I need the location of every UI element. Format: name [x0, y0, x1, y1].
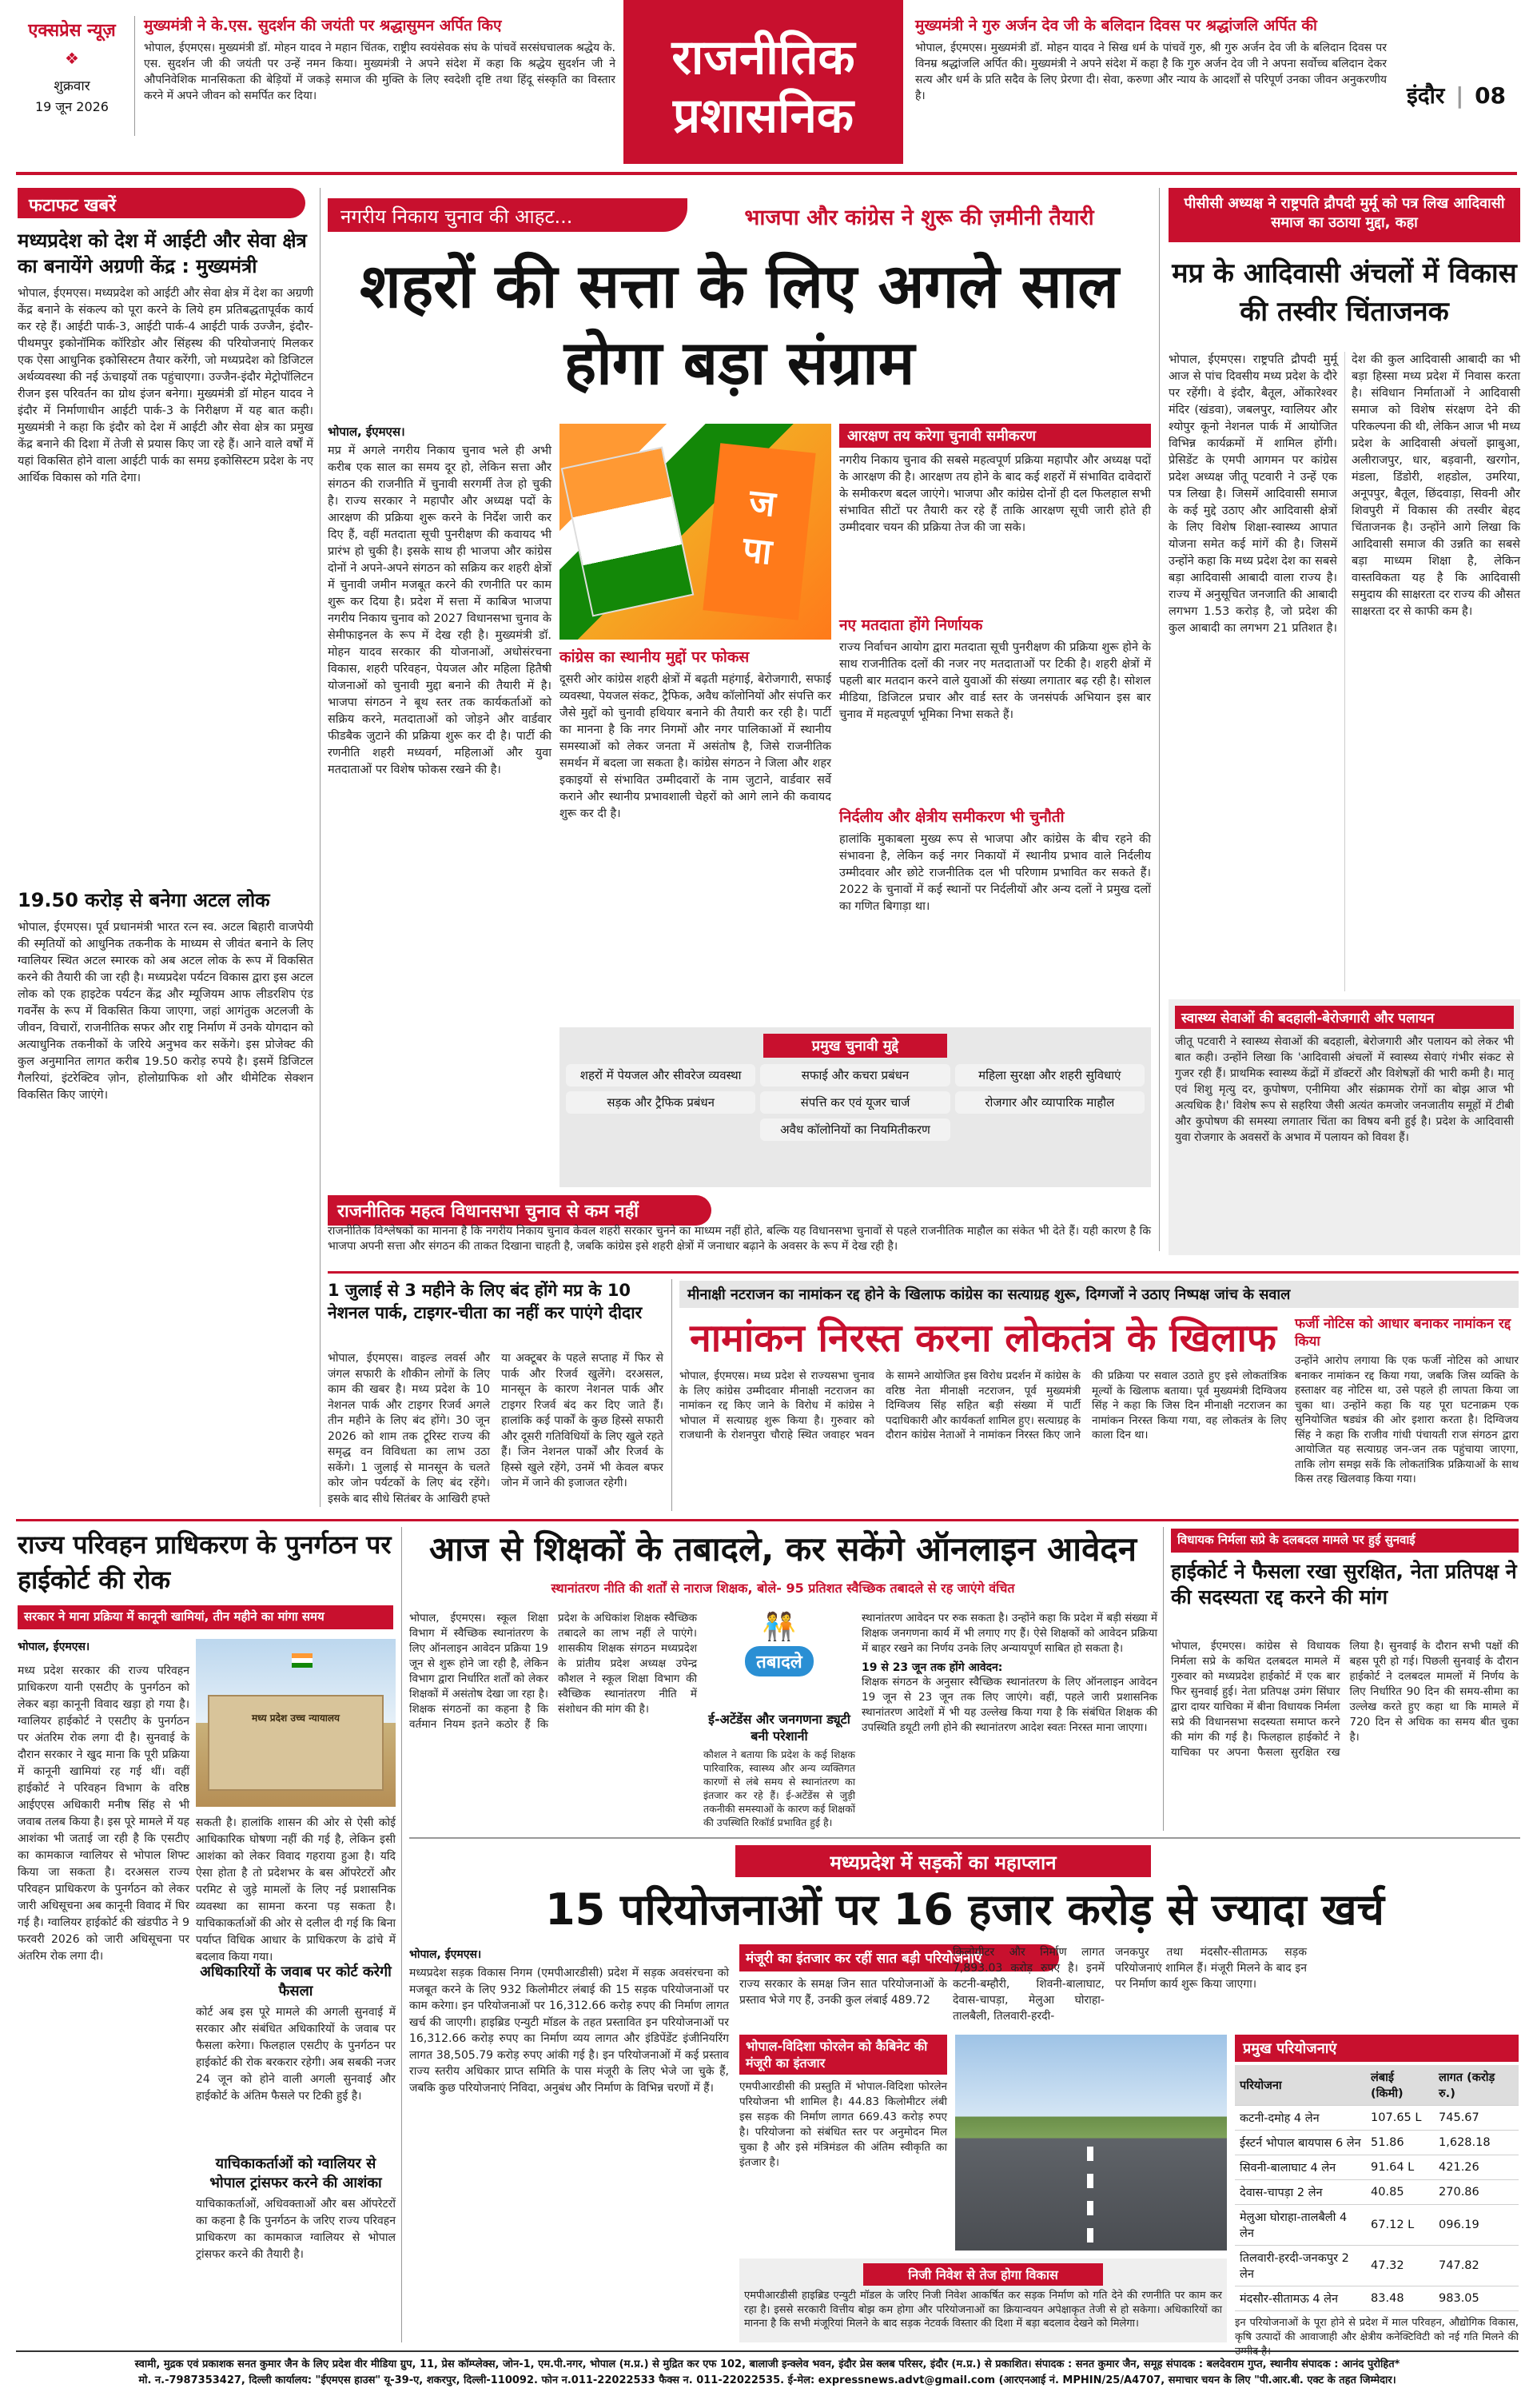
- tribal-sub-body: जीतू पटवारी ने स्वास्थ्य सेवाओं की बदहाली, बेरोजगारी और पलायन को लेकर भी बात कही। उन्होंने लिखा कि 'आदिवासी अंचलों में स्वास्थ्य सेवाएं गंभीर संकट से गुजर रही हैं। प्राथमिक स्वास्थ्य केंद्रों में डॉक्टरों और विशेषज्ञों की भारी कमी है। मातृ एवं शिशु मृत्यु दर, कुपोषण, एनीमिया और संक्रामक रोगों का बोझ आज भी अत्यधिक है।' विशेष रूप से सहरिया जैसी अत्यंत कमजोर जनजातीय समूहों में टीबी और कुपोषण की समस्या लगातार चिंता का विषय बनी हुई है। प्रदेश के आदिवासी युवा रोजगार के अवसरों के अभाव में पलायन को विवश हैं।: [1175, 1035, 1514, 1144]
- table-cell: 51.86: [1366, 2131, 1434, 2155]
- tiger-headline: 1 जुलाई से 3 महीने के लिए बंद होंगे मप्र के 10 नेशनल पार्क, टाइगर-चीता का नहीं कर पाएंगे दीदार: [328, 1281, 643, 1322]
- transport-headline: राज्य परिवहन प्राधिकरण के पुनर्गठन पर हाईकोर्ट की रोक: [18, 1529, 392, 1595]
- lead-kicker: [328, 198, 687, 232]
- lead-sub3-head: निर्दलीय और क्षेत्रीय समीकरण भी चुनौती: [839, 808, 1065, 826]
- transfer-badge-label: तबादले: [745, 1646, 813, 1676]
- table-cell: 270.86: [1434, 2180, 1519, 2205]
- table-cell: मेलुआ घोराहा-तालबैली 4 लेन: [1235, 2205, 1366, 2246]
- lead-sub3-body: हालांकि मुकाबला मुख्य रूप से भाजपा और कांग्रेस के बीच रहने की संभावना है, लेकिन कई नगर निकायों में स्थानीय प्रभाव वाले निर्दलीय उम्मीदवार और छोटे राजनीतिक दल भी परिणाम प्रभावित कर सकते हैं। 2022 के चुनावों में कई स्थानों पर निर्दलीयों और अन्य दलों ने प्रमुख दलों का गणित बिगाड़ा था।: [839, 833, 1151, 913]
- roads-right-text: किलोमीटर और निर्माण लागत 7,893.03 करोड़ रुपए है। इनमें कटनी-बम्हौरी, शिवनी-बालाघाट, देवास-चापड़ा, मेलुआ घोराहा-तालबैली, तिलवारी-हरदी-: [953, 1946, 1105, 2023]
- teacher-col3-body: स्थानांतरण आवेदन पर रुक सकता है। उन्होंने कहा कि प्रदेश में बड़ी संख्या में शिक्षक जनगणना कार्य में भी लगाए गए हैं। ऐसे शिक्षकों को आवेदन प्रक्रिया में बाहर रखने का निर्णय उनके लिए अन्यायपूर्ण साबित हो सकता है।: [862, 1612, 1157, 1655]
- projects-table: [1235, 2065, 1519, 2311]
- transport-sub1: [196, 1963, 396, 2147]
- section-title-block: [623, 0, 903, 164]
- atal-headline: 19.50 करोड़ से बनेगा अटल लोक: [18, 889, 270, 911]
- footer-line1: स्वामी, मुद्रक एवं प्रकाशक सनत कुमार जैन के लिए प्रदेश वीर मीडिया ग्रुप, 11, प्रेस कॉम्प्लेक्स, जोन-1, एम.पी.नगर, भोपाल (म.प्र.) से मुद्रित कर एफ 102, बालाजी इन्क्लेव भवन, इंदौर प्रेस क्लब परिसर, इंदौर (म.प्र.) से प्रकाशित। संपादक : सनत कुमार जैन, समूह संपादक : बलदेवराम गुप्त, स्थानीय संपादक : आनंद पुरोहित*: [134, 2358, 1400, 2370]
- issues-title: प्रमुख चुनावी मुद्दे: [763, 1034, 947, 1058]
- bjp-flag-icon: ज पा: [703, 443, 815, 620]
- transport-body-cont: सकती है। हालांकि शासन की ओर से ऐसी कोई आधिकारिक घोषणा नहीं की गई है, लेकिन इसी आशंका को लेकर विवाद गहराया हुआ है। यदि ऐसा होता है तो प्रदेशभर के बस ऑपरेटरों और परमिट से जुड़े मामलों के लिए नई प्रशासनिक व्यवस्था का सामना करना पड़ सकता है। याचिकाकर्ताओं की ओर से दलील दी गई कि बिना पर्याप्त विधिक आधार के प्राधिकरण के ढांचे में बदलाव किया गया।: [196, 1816, 396, 1963]
- masthead-brand-block: [16, 16, 128, 136]
- teacher-col3: [862, 1611, 1157, 1827]
- table-cell: 1,628.18: [1434, 2131, 1519, 2155]
- transport-dateline: भोपाल, ईएमएस।: [18, 1641, 90, 1653]
- lead-bottom-strip: [328, 1195, 1151, 1259]
- teacher-box: [703, 1711, 855, 1827]
- roads-box2: [739, 2258, 1227, 2342]
- nirmala-headline: हाईकोर्ट ने फैसला रखा सुरक्षित, नेता प्रतिपक्ष ने की सदस्यता रद्द करने की मांग: [1171, 1560, 1517, 1609]
- transport-sub2-head: याचिकाकर्ताओं को ग्वालियर से भोपाल ट्रांसफर करने की आशंका: [209, 2155, 382, 2191]
- teacher-strap: [409, 1579, 1157, 1603]
- lead-photo-sidebar: [559, 648, 831, 1047]
- lead-kicker-text: नगरीय निकाय चुनाव की आहट...: [340, 205, 573, 228]
- nomination-sidebar: [1295, 1315, 1519, 1511]
- table-cell: ईस्टर्न भोपाल बायपास 6 लेन: [1235, 2131, 1366, 2155]
- congress-flag-icon: [561, 447, 695, 617]
- tiger-body: भोपाल, ईएमएस। वाइल्ड लवर्स और जंगल सफारी के शौकीन लोगों के लिए काम की खबर है। मध्य प्रदेश के 10 नेशनल पार्क और टाइगर रिजर्व अगले तीन महीने के लिए बंद होंगे। 30 जून 2026 को शाम तक टूरिस्ट राज्य की समृद्ध वन विविधता का लाभ उठा सकेंगे। 1 जुलाई से मानसून के चलते कोर जोन पर्यटकों के लिए बंद रहेंगे। इसके बाद सीधे सितंबर के आखिरी हफ्ते या अक्टूबर के पहले सप्ताह में फिर से पार्क और रिजर्व खुलेंगे। दरअसल, मानसून के कारण नेशनल पार्क और टाइगर रिजर्व बंद कर दिए जाते हैं। हालांकि कई पार्कों के कुछ हिस्से सफारी और दूसरी गतिविधियों के लिए खुले रहते हैं। जिन नेशनल पार्कों और रिजर्व के हिस्से खुले रहेंगे, उनमें भी केवल बफर जोन में जाने की इजाजत रहेगी।: [328, 1352, 663, 1505]
- lead-dateline: भोपाल, ईएमएस।: [328, 425, 405, 439]
- footer-imprint: [16, 2357, 1519, 2402]
- lead-sub3: [839, 807, 1151, 999]
- table-header: परियोजना: [1235, 2065, 1366, 2106]
- top-left-story: [144, 18, 615, 146]
- page-number: 08: [1475, 82, 1507, 109]
- lead-sub1-body: नगरीय निकाय चुनाव की सबसे महत्वपूर्ण प्रक्रिया महापौर और अध्यक्ष पदों के आरक्षण की है। आरक्षण तय होने के बाद कई शहरों में संभावित दावेदारों के समीकरण बदल जाएंगे। भाजपा और कांग्रेस दोनों ही दल फिलहाल सभी संभावित सीटों पर तैयारी कर रहे हैं ताकि आरक्षण सूची जारी होते ही उम्मीदवार चयन की प्रक्रिया तेज की जा सके।: [839, 454, 1151, 534]
- atal-body: भोपाल, ईएमएस। पूर्व प्रधानमंत्री भारत रत्न स्व. अटल बिहारी वाजपेयी की स्मृतियों को आधुनिक तकनीक के माध्यम से जीवंत बनाने के लिए ग्वालियर स्थित अटल स्मारक को अब अटल लोक के रूप में विकसित करने की तैयारी की जा रही है। मध्यप्रदेश पर्यटन विकास द्वारा इस अटल लोक को एक हाइटेक पर्यटन केंद्र और म्यूजियम आफ लीडरशिप एंड गवर्नेंस के रूप में विकसित किया जाएगा, जहां आगंतुक अटलजी के जीवन, विचारों, राजनीतिक सफर और राष्ट्र निर्माण में उनके योगदान को अत्याधुनिक तकनीकों के जरिये अनुभव कर सकेंगे। इस प्रोजेक्ट की कुल अनुमानित लागत करीब 19.50 करोड़ रुपये है। इसमें डिजिटल गैलरियां, इंटरेक्टिव ज़ोन, होलोग्राफिक शो और थीमेटिक सेक्शन विकसित किए जाएंगे।: [18, 921, 313, 1102]
- section-title-line2: प्रशासनिक: [673, 88, 854, 144]
- highway-photo: [955, 2035, 1227, 2251]
- brand-ornament-icon: ❖: [65, 49, 79, 69]
- top-right-story: [915, 18, 1387, 146]
- masthead-date: 19 जून 2026: [34, 99, 109, 115]
- roads-body: मध्यप्रदेश सड़क विकास निगम (एमपीआरडीसी) प्रदेश में सड़क अवसंरचना को मजबूत करने के लिए 932 किलोमीटर लंबाई की 15 सड़क परियोजनाओं पर काम करेगा। इन परियोजनाओं पर 16,312.66 करोड़ रुपए की निर्माण लागत खर्च की जाएगी। हाइब्रिड एन्युटी मॉडल के तहत प्रस्तावित इन परियोजनाओं पर 16,312.66 करोड़ रुपए का निर्माण व्यय लागत और इंडिपेंडेंट इंजीनियरिंग लागत 38,505.79 करोड़ रुपए आंकी गई है। इन परियोजनाओं में कई प्रस्ताव राज्य स्तरीय अधिकार प्राप्त समिति के पास मंजूरी के लिए भेजे जा चुके हैं, जबकि कुछ परियोजनाएं निविदा, अनुबंध और निर्माण के विभिन्न चरणों में हैं।: [409, 1967, 729, 2095]
- table-row: [1235, 2205, 1519, 2246]
- table-cell: सिवनी-बालाघाट 4 लेन: [1235, 2155, 1366, 2180]
- nomination-headline: नामांकन निरस्त करना लोकतंत्र के खिलाफ: [690, 1316, 1276, 1361]
- table-cell: देवास-चापड़ा 2 लेन: [1235, 2180, 1366, 2205]
- top-right-body: भोपाल, ईएमएस। मुख्यमंत्री डॉ. मोहन यादव ने सिख धर्म के पांचवें गुरु, श्री गुरु अर्जन देव जी के बलिदान दिवस पर विनम्र श्रद्धांजलि अर्पित की। मुख्यमंत्री ने अपने संदेश में कहा है कि गुरु अर्जन देव जी ने अपना सर्वोच्च बलिदान देकर सत्य और धर्म के प्रति सदैव के लिए प्रेरणा दी। सेवा, करुणा और न्याय के आदर्शों से परिपूर्ण उनका जीवन अनुकरणीय है।: [915, 41, 1387, 102]
- table-cell: 47.32: [1366, 2246, 1434, 2286]
- table-row: [1235, 2131, 1519, 2155]
- court-building: [208, 1695, 384, 1791]
- lead-photo-sidebar-head: कांग्रेस का स्थानीय मुद्दों पर फोकस: [559, 648, 750, 666]
- lead-photo-sidebar-body: दूसरी ओर कांग्रेस शहरी क्षेत्रों में बढ़ती महंगाई, बेरोजगारी, सफाई व्यवस्था, पेयजल संकट, ट्रैफिक, अवैध कॉलोनियों और संपत्ति कर जैसे मुद्दों को चुनावी हथियार बनाने की तैयारी कर रही है। पार्टी का मानना है कि नगर निगमों और नगर पालिकाओं में स्थानीय समस्याओं को लेकर जनता में असंतोष है, जिसे राजनीतिक समर्थन में बदला जा सकता है। कांग्रेस संगठन ने जिला और शहर इकाइयों से संभावित उम्मीदवारों के नाम जुटाने, वार्डवार सर्वे कराने और स्थानीय प्रभावशाली चेहरों को आगे लाने की कवायद शुरू कर दी है।: [559, 673, 831, 820]
- table-cell: 983.05: [1434, 2286, 1519, 2311]
- table-cell: 745.67: [1434, 2106, 1519, 2131]
- court-sign: मध्य प्रदेश उच्च न्यायालय: [251, 1712, 340, 1724]
- teacher-box-body: कौशल ने बताया कि प्रदेश के कई शिक्षक पारिवारिक, स्वास्थ्य और अन्य व्यक्तिगत कारणों से लंबे समय से स्थानांतरण का इंतजार कर रहे हैं। ई-अटेंडेंस से जुड़ी तकनीकी समस्याओं के कारण कई शिक्षकों की उपस्थिति रिकॉर्ड प्रभावित हुई है।: [703, 1748, 855, 1828]
- table-cell: मंदसौर-सीतामऊ 4 लेन: [1235, 2286, 1366, 2311]
- lead-body-text: मप्र में अगले नगरीय निकाय चुनाव भले ही अभी करीब एक साल का समय दूर हो, लेकिन सत्ता और संगठन की राजनीति में चुनावी सरगर्मी तेज हो चुकी है। राज्य सरकार ने महापौर और अध्यक्ष पदों के आरक्षण की प्रक्रिया शुरू करने के निर्देश जारी कर दिए हैं, वहीं मतदाता सूची पुनरीक्षण की कवायद भी प्रारंभ हो चुकी है। इसके साथ ही भाजपा और कांग्रेस दोनों ने अपने-अपने संगठन को सक्रिय कर शहरी क्षेत्रों में चुनावी जमीन मजबूत करने की रणनीति पर काम शुरू कर दिया है। प्रदेश में सत्ता में काबिज भाजपा नगरीय निकाय चुनाव को 2027 विधानसभा चुनाव के सेमीफाइनल के रूप में देख रही है। मुख्यमंत्री डॉ. मोहन यादव सरकार की योजनाओं, अधोसंरचना विकास, शहरी परिवहन, पेयजल और महिला हितैषी योजनाओं को चुनावी मुद्दा बनाने की तैयारी में है। भाजपा संगठन ने बूथ स्तर तक कार्यकर्ताओं को सक्रिय करने, मतदाताओं को जोड़ने और वार्डवार फीडबैक जुटाने की प्रक्रिया शुरू कर दी है। पार्टी की रणनीति शहरी मध्यवर्ग, महिलाओं और युवा मतदाताओं पर विशेष फोकस रखने की है।: [328, 445, 551, 776]
- table-row: [1235, 2106, 1519, 2131]
- lead-sub1: [839, 424, 1151, 608]
- lead-body: [328, 424, 551, 1047]
- footer-line2: मो. न.-7987353427, दिल्ली कार्यालय: "ईएमएस हाउस" यू-39-ए, शकरपुर, दिल्ली-110092. फोन न.011-22022533 फैक्स न. 011-22022535. ई-मेल: expressnews.advt@gmail.com (आरएनआई नं. MPHIN/25/A4707, समाचार चयन के लिए "पी.आर.बी. एक्ट के तहत जिम्मेदार।: [138, 2374, 1396, 2386]
- lead-headline: शहरों की सत्ता के लिए अगले साल होगा बड़ा संग्राम: [360, 250, 1119, 398]
- issue-item: अवैध कॉलोनियों का नियमितीकरण: [760, 1118, 950, 1141]
- lead-sub2-head: नए मतदाता होंगे निर्णायक: [839, 616, 983, 634]
- transport-sub1-body: कोर्ट अब इस पूरे मामले की अगली सुनवाई में सरकार और संबंधित अधिकारियों के जवाब पर फैसला करेगा। फिलहाल एसटीए के पुनर्गठन पर हाईकोर्ट की रोक बरकरार रहेगी। अब सबकी नजर 24 जून को होने वाली अगली सुनवाई और हाईकोर्ट के अंतिम फैसले पर टिकी हुई है।: [196, 2006, 396, 2103]
- table-cell: 83.48: [1366, 2286, 1434, 2311]
- nirmala-kicker-text: विधायक निर्मला सप्रे के दलबदल मामले पर हुई सुनवाई: [1177, 1533, 1416, 1547]
- issue-item: महिला सुरक्षा और शहरी सुविधाएं: [955, 1064, 1145, 1086]
- nomination-side-head: फर्जी नोटिस को आधार बनाकर नामांकन रद्द किया: [1295, 1316, 1511, 1350]
- table-row: [1235, 2155, 1519, 2180]
- projects-table-note: इन परियोजनाओं के पूरा होने से प्रदेश में माल परिवहन, औद्योगिक विकास, कृषि उत्पादों की आवाजाही और क्षेत्रीय कनेक्टिविटी को नई गति मिलने की: [1235, 2317, 1519, 2343]
- lead-sub2-body: राज्य निर्वाचन आयोग द्वारा मतदाता सूची पुनरीक्षण की प्रक्रिया शुरू होने के साथ राजनीतिक दलों की नजर नए मतदाताओं पर टिकी है। शहरी क्षेत्रों में पहली बार मतदान करने वाले युवाओं की संख्या लगातार बढ़ रही है। सोशल मीडिया, डिजिटल प्रचार और वार्ड स्तर के जनसंपर्क अभियान इस बार चुनाव में महत्वपूर्ण भूमिका निभा सकते हैं।: [839, 641, 1151, 721]
- table-cell: 67.12 L: [1366, 2205, 1434, 2246]
- fatafat-label-text: फटाफट खबरें: [29, 196, 117, 216]
- issue-item: संपत्ति कर एवं यूजर चार्ज: [760, 1091, 950, 1114]
- transfer-badge: [707, 1611, 851, 1707]
- table-row: [1235, 2286, 1519, 2311]
- lead-sub1-head: आरक्षण तय करेगा चुनावी समीकरण: [839, 424, 1151, 448]
- roads-kicker: [735, 1845, 1151, 1877]
- masthead-day: शुक्रवार: [54, 78, 90, 95]
- table-cell: 096.19: [1434, 2205, 1519, 2246]
- roads-center-head-text: मंजूरी का इंतजार कर रहीं सात बड़ी परियोजनाएं: [746, 1951, 982, 1967]
- teacher-strap-text: स्थानांतरण नीति की शर्तों से नाराज शिक्षक, बोले- 95 प्रतिशत स्वैच्छिक तबादले से रह जाएंगे वंचित: [551, 1581, 1015, 1596]
- issues-box: [559, 1027, 1151, 1187]
- nirmala-kicker: [1171, 1529, 1519, 1553]
- roads-box1-head: भोपाल-विदिशा फोरलेन को कैबिनेट की मंजूरी का इंतजार: [739, 2035, 947, 2075]
- table-cell: 107.65 L: [1366, 2106, 1434, 2131]
- flag-icon: [292, 1653, 313, 1668]
- roads-box1-body: एमपीआरडीसी की प्रस्तुति में भोपाल-विदिशा फोरलेन परियोजना भी शामिल है। 44.83 किलोमीटर लंबी इस सड़क की निर्माण लागत 669.43 करोड़ रुपए है। परियोजना को संबंधित स्तर पर अनुमोदन मिल चुका है और इसे मंत्रिमंडल की अंतिम स्वीकृति का इंतजार है।: [739, 2080, 947, 2169]
- table-cell: कटनी-दमोह 4 लेन: [1235, 2106, 1366, 2131]
- road-lane-marking: [1087, 2147, 1093, 2251]
- nomination-side-body: उन्होंने आरोप लगाया कि एक फर्जी नोटिस को आधार बनाकर नामांकन रद्द किया गया, जबकि जिस व्यक्ति के हस्ताक्षर वह नोटिस था, उसे पहले ही लापता किया जा चुका था। उन्होंने कहा कि यह पूरा घटनाक्रम एक सुनियोजित षड्यंत्र की ओर इशारा करता है। दिग्विजय सिंह ने कहा कि राजीव गांधी पंचायती राज संगठन द्वारा आयोजित यह सत्याग्रह जन-जन तक पहुंचाया जाएगा, ताकि लोग समझ सकें कि लोकतांत्रिक प्रक्रियाओं के साथ किस तरह खिलवाड़ किया गया।: [1295, 1354, 1519, 1485]
- top-left-body: भोपाल, ईएमएस। मुख्यमंत्री डॉ. मोहन यादव ने महान चिंतक, राष्ट्रीय स्वयंसेवक संघ के पांचवें सरसंघचालक श्रद्धेय के. एस. सुदर्शन जी की जयंती पर उन्हें नमन किया। मुख्यमंत्री ने अपने संदेश में कहा कि श्रद्धेय सुदर्शन जी ने औपनिवेशिक मानसिकता की बेड़ियों में जकड़े समाज की मुक्ति के लिए स्वदेशी दृष्टि तथा हिंदू संस्कृति का विस्तार करने में अपने जीवन को समर्पित कर दिया।: [144, 41, 615, 102]
- roads-center-body: राज्य सरकार के समक्ष जिन सात परियोजनाओं के प्रस्ताव भेजे गए हैं, उनकी कुल लंबाई 489.72: [739, 1978, 947, 2007]
- table-cell: तिलवारी-हरदी-जनकपुर 2 लेन: [1235, 2246, 1366, 2286]
- projects-table-block: [1235, 2035, 1519, 2342]
- people-icon: 🧑‍🤝‍🧑: [762, 1611, 797, 1643]
- tribal-sub: [1169, 999, 1520, 1255]
- teacher-col3-sub: 19 से 23 जून तक होंगे आवेदन:: [862, 1661, 1003, 1674]
- projects-table-title: प्रमुख परियोजनाएं: [1235, 2035, 1519, 2062]
- teacher-headline: आज से शिक्षकों के तबादले, कर सकेंगे ऑनलाइन आवेदन: [428, 1529, 1137, 1569]
- page-number-block: इंदौर | 08: [1407, 82, 1507, 109]
- tribal-kicker: [1169, 188, 1520, 242]
- table-cell: 747.82: [1434, 2246, 1519, 2286]
- fatafat-label: [18, 188, 305, 218]
- issue-item: सफाई और कचरा प्रबंधन: [760, 1064, 950, 1086]
- nomination-body: भोपाल, ईएमएस। मध्य प्रदेश से राज्यसभा चुनाव के लिए कांग्रेस उम्मीदवार मीनाक्षी नटराजन का नामांकन रद्द किए जाने के विरोध में कांग्रेस ने भोपाल में सत्याग्रह शुरू किया है। गुरुवार को राजधानी के रोशनपुरा चौराहे स्थित जवाहर भवन के सामने आयोजित इस विरोध प्रदर्शन में कांग्रेस के वरिष्ठ नेता मीनाक्षी नटराजन, पूर्व मुख्यमंत्री दिग्विजय सिंह सहित बड़ी संख्या में पार्टी पदाधिकारी और कार्यकर्ता शामिल हुए। सत्याग्रह के दौरान कांग्रेस नेताओं ने नामांकन निरस्त किए जाने की प्रक्रिया पर सवाल उठाते हुए इसे लोकतांत्रिक मूल्यों के खिलाफ बताया। पूर्व मुख्यमंत्री दिग्विजय सिंह ने कहा कि जिस दिन मीनाक्षी नटराजन का नामांकन निरस्त किया गया, वह लोकतंत्र के लिए काला दिन था।: [679, 1369, 1287, 1441]
- table-cell: 421.26: [1434, 2155, 1519, 2180]
- roads-box2-body: एमपीआरडीसी हाइब्रिड एन्युटी मॉडल के जरिए निजी निवेश आकर्षित कर सड़क निर्माण को गति देने की रणनीति पर काम कर रहा है। इससे सरकारी वित्तीय बोझ कम होगा और परियोजनाओं का क्रियान्वयन अपेक्षाकृत तेजी से हो सकेगा। अधिकारियों का मानना है कि सभी मंजूरियां मिलने के बाद सड़क नेटवर्क विस्तार की दिशा में बड़ा बदलाव देखने को मिलेगा।: [744, 2290, 1222, 2330]
- tribal-body: भोपाल, ईएमएस। राष्ट्रपति द्रौपदी मुर्मू आज से पांच दिवसीय मध्य प्रदेश के दौरे पर रहेंगी। वे इंदौर, बैतूल, ओंकारेश्वर मंदिर (खंडवा), जबलपुर, ग्वालियर और श्योपुर कूनो नेशनल पार्क में आयोजित विभिन्न कार्यक्रमों में शामिल होंगी। प्रेसिडेंट के एमपी आगमन पर कांग्रेस प्रदेश अध्यक्ष जीतू पटवारी ने उन्हें एक पत्र लिखा है। जिसमें आदिवासी समाज के कई मुद्दे उठाए और आदिवासी क्षेत्रों के लिए विशेष शिक्षा-स्वास्थ्य आपात योजना समेत कई मांगें की है। जिसमें उन्होंने कहा कि मध्य प्रदेश देश का सबसे बड़ा आदिवासी आबादी वाला राज्य है। राज्य में अनुसूचित जनजाति की आबादी लगभग 1.53 करोड़ है, जो प्रदेश की कुल आबादी का लगभग 21 प्रतिशत है। देश की कुल आदिवासी आबादी का भी बड़ा हिस्सा मध्य प्रदेश में निवास करता है। संविधान निर्माताओं ने आदिवासी समाज को विशेष संरक्षण देने की परिकल्पना की थी, लेकिन आज भी मध्य प्रदेश के आदिवासी अंचलों झाबुआ, अलीराजपुर, धार, बड़वानी, खरगोन, मंडला, डिंडोरी, शहडोल, उमरिया, अनूपपुर, बैतूल, छिंदवाड़ा, सिवनी और शिवपुरी में विकास की तस्वीर बेहद चिंताजनक है। उन्होंने आगे लिखा कि आदिवासी समाज की उन्नति का सबसे बड़ा माध्यम शिक्षा है, लेकिन वास्तविकता यह है कि आदिवासी समुदाय की साक्षरता दर राज्य की औसत साक्षरता दर से काफी कम है।: [1169, 353, 1520, 635]
- lead-tag-text: भाजपा और कांग्रेस ने शुरू की ज़मीनी तैयारी: [744, 205, 1094, 230]
- section-title-line1: राजनीतिक: [671, 30, 855, 86]
- fatafat-headline: मध्यप्रदेश को देश में आईटी और सेवा क्षेत्र का बनायेंगे अग्रणी केंद्र : मुख्यमंत्री: [18, 229, 307, 277]
- transport-strap-text: सरकार ने माना प्रक्रिया में कानूनी खामियां, तीन महीने का मांगा समय: [24, 1609, 325, 1624]
- high-court-photo: [196, 1639, 396, 1807]
- top-right-headline: मुख्यमंत्री ने गुरु अर्जन देव जी के बलिदान दिवस पर श्रद्धांजलि अर्पित की: [915, 17, 1317, 34]
- lead-sub2: [839, 616, 1151, 799]
- lead-tag: [695, 201, 1143, 233]
- roads-far-right: जनकपुर तथा मंदसौर-सीतामऊ सड़क परियोजनाएं शामिल हैं। मंजूरी मिलने के बाद इन पर निर्माण कार्य शुरू किया जाएगा।: [1115, 1946, 1307, 1991]
- top-left-headline: मुख्यमंत्री ने के.एस. सुदर्शन की जयंती पर श्रद्धासुमन अर्पित किए: [144, 17, 502, 34]
- table-header: लागत (करोड़ रु.): [1434, 2065, 1519, 2106]
- roads-headline: 15 परियोजनाओं पर 16 हजार करोड़ से ज्यादा खर्च: [545, 1884, 1384, 1935]
- teacher-box-head: ई-अटेंडेंस और जनगणना ड्यूटी बनी परेशानी: [708, 1712, 850, 1744]
- issue-item: सड़क और ट्रैफिक प्रबंधन: [566, 1091, 755, 1114]
- roads-dateline: भोपाल, ईएमएस।: [409, 1948, 482, 1961]
- fatafat-body: भोपाल, ईएमएस। मध्यप्रदेश को आईटी और सेवा क्षेत्र में देश का अग्रणी केंद्र बनाने के संकल्प को पूरा करने के लिये हम प्रतिबद्धतापूर्वक कार्य कर रहे हैं। आईटी पार्क-3, आईटी पार्क-4 आईटी पार्क उज्जैन, इंदौर-पीथमपुर इकोनॉमिक कॉरिडोर और सिंहस्थ की परियोजनाएं मिलकर एक ऐसा आधुनिक इकोसिस्टम तैयार करेंगी, जो मध्यप्रदेश को डिजिटल अर्थव्यवस्था की नई ऊंचाइयों तक पहुंचाएगा। उज्जैन-इंदौर मेट्रोपॉलिटन रीजन इस परिवर्तन का ग्रोथ इंजन बनेगा। मुख्यमंत्री डॉ मोहन यादव ने इंदौर में निर्माणाधीन आईटी पार्क-3 के निरीक्षण में यह बात कही। मुख्यमंत्री ने कहा कि इंदौर को देश में आईटी और सेवा क्षेत्र का प्रमुख केंद्र बनाने की दिशा में तेजी से प्रयास किए जा रहे हैं। आने वाले वर्षों में यहां विकसित होने वाला आईटी पार्क का समग्र इकोसिस्टम प्रदेश के नए आर्थिक विकास को गति देगा।: [18, 287, 313, 484]
- tribal-sub-head: स्वास्थ्य सेवाओं की बदहाली-बेरोजगारी और पलायन: [1175, 1006, 1514, 1029]
- table-row: [1235, 2246, 1519, 2286]
- transport-strap: [18, 1605, 393, 1629]
- transport-sub2-body: याचिकाकर्ताओं, अधिवक्ताओं और बस ऑपरेटरों का कहना है कि पुनर्गठन के जरिए राज्य परिवहन प्राधिकरण का कामकाज ग्वालियर से भोपाल ट्रांसफर करने की तैयारी है।: [196, 2198, 396, 2261]
- table-header: लंबाई (किमी): [1366, 2065, 1434, 2106]
- party-flags-photo: [559, 424, 831, 640]
- table-cell: 91.64 L: [1366, 2155, 1434, 2180]
- roads-box1: [739, 2035, 947, 2251]
- nomination-kicker: [679, 1281, 1519, 1308]
- nomination-kicker-text: मीनाक्षी नटराजन का नामांकन रद्द होने के खिलाफ कांग्रेस का सत्याग्रह शुरू, दिग्गजों ने उठाए निष्पक्ष जांच के सवाल: [687, 1286, 1291, 1303]
- transport-sub1-head: अधिकारियों के जवाब पर कोर्ट करेगी फैसला: [200, 1963, 392, 1999]
- transport-sub2: [196, 2155, 396, 2346]
- lead-bottom-body: राजनीतिक विश्लेषकों का मानना है कि नगरीय निकाय चुनाव केवल शहरी सरकार चुनने का माध्यम नहीं होते, बल्कि यह विधानसभा चुनावों से पहले राजनीतिक माहौल का संकेत भी देते हैं। यही कारण है कि भाजपा अपनी सत्ता और संगठन की ताकत दिखाना चाहती है, जबकि कांग्रेस इसे शहरी क्षेत्रों में जनाधार बढ़ाने के अवसर के रूप में देख रही है।: [328, 1225, 1151, 1253]
- table-cell: 40.85: [1366, 2180, 1434, 2205]
- transport-body: मध्य प्रदेश सरकार की राज्य परिवहन प्राधिकरण यानी एसटीए के पुनर्गठन को लेकर बड़ा कानूनी विवाद खड़ा हो गया है। ग्वालियर हाईकोर्ट ने एसटीए के पुनर्गठन पर अंतरिम रोक लगा दी है। सुनवाई के दौरान सरकार ने खुद माना कि पूरी प्रक्रिया में कानूनी खामियां रह गई थीं। वहीं हाईकोर्ट ने परिवहन विभाग के वरिष्ठ आईएएस अधिकारी मनीष सिंह से भी जवाब तलब किया है। इस पूरे मामले में यह आशंका भी जताई जा रही है कि एसटीए का कामकाज ग्वालियर से भोपाल शिफ्ट किया जा सकता है। दरअसल राज्य परिवहन प्राधिकरण के पुनर्गठन को लेकर जारी अधिसूचना अब कानूनी विवाद में घिर गई है। ग्वालियर हाईकोर्ट की खंडपीठ ने 9 फरवरी 2026 को जारी अधिसूचना पर अंतरिम रोक लगा दी।: [18, 1664, 189, 1963]
- atal-story: [18, 887, 313, 1495]
- fatafat-story: [18, 228, 313, 867]
- brand-name: एक्सप्रेस न्यूज़: [28, 21, 116, 41]
- tribal-kicker-text: पीसीसी अध्यक्ष ने राष्ट्रपति द्रौपदी मुर्मू को पत्र लिख आदिवासी समाज का उठाया मुद्दा, कहा: [1184, 195, 1505, 231]
- table-row: [1235, 2180, 1519, 2205]
- lead-bottom-label: राजनीतिक महत्व विधानसभा चुनाव से कम नहीं: [328, 1195, 711, 1226]
- teacher-col3-sub-body: शिक्षक संगठन के अनुसार स्वैच्छिक स्थानांतरण के लिए ऑनलाइन आवेदन 19 जून से 23 जून तक लिए जाएंगे। वहीं, पहले जारी प्रशासनिक स्थानांतरण आदेशों में भी यह उल्लेख किया गया है कि संबंधित शिक्षक की उपस्थिति डयूटी लगी होने की स्थानांतरण आदेश स्वतः निरस्त माना जाएगा।: [862, 1676, 1157, 1734]
- issue-item: रोजगार और व्यापारिक माहौल: [955, 1091, 1145, 1114]
- tribal-headline: मप्र के आदिवासी अंचलों में विकास की तस्वीर चिंताजनक: [1172, 257, 1517, 328]
- nirmala-body: भोपाल, ईएमएस। कांग्रेस से विधायक निर्मला सप्रे के कथित दलबदल मामले में गुरुवार को मध्यप्रदेश हाईकोर्ट में एक बार फिर सुनवाई हुई। नेता प्रतिपक्ष उमंग सिंघार द्वारा दायर याचिका में बीना विधायक निर्मला सप्रे की विधानसभा सदस्यता समाप्त करने की मांग की गई है। फिलहाल हाईकोर्ट ने याचिका पर अपना फैसला सुरक्षित रख लिया है। सुनवाई के दौरान सभी पक्षों की बहस पूरी हो गई। पिछली सुनवाई के दौरान हाईकोर्ट ने दलबदल मामलों में निर्णय के लिए निर्धारित 90 दिन की समय-सीमा का उल्लेख करते हुए कहा था कि मामले में 720 दिन से अधिक का समय बीत चुका है।: [1171, 1640, 1519, 1759]
- roads-kicker-text: मध्यप्रदेश में सड़कों का महाप्लान: [830, 1852, 1057, 1874]
- issue-item: शहरों में पेयजल और सीवरेज व्यवस्था: [566, 1064, 755, 1086]
- table-header-row: [1235, 2065, 1519, 2106]
- teacher-body: भोपाल, ईएमएस। स्कूल शिक्षा विभाग में स्वैच्छिक स्थानांतरण के लिए ऑनलाइन आवेदन प्रक्रिया 19 जून से शुरू होने जा रही है, लेकिन विभाग द्वारा निर्धारित शर्तों को लेकर शिक्षकों में असंतोष देखा जा रहा है। शिक्षक संगठनों का कहना है कि वर्तमान नियम इतने कठोर हैं कि प्रदेश के अधिकांश शिक्षक स्वैच्छिक तबादले का लाभ नहीं ले पाएंगे। शासकीय शिक्षक संगठन मध्यप्रदेश के प्रांतीय प्रदेश अध्यक्ष उपेन्द्र कौशल ने स्कूल शिक्षा विभाग की स्वैच्छिक स्थानांतरण नीति में संशोधन की मांग की है।: [409, 1612, 697, 1731]
- masthead-city: इंदौर: [1407, 82, 1445, 109]
- roads-box2-head: निजी निवेश से तेज होगा विकास: [863, 2263, 1103, 2286]
